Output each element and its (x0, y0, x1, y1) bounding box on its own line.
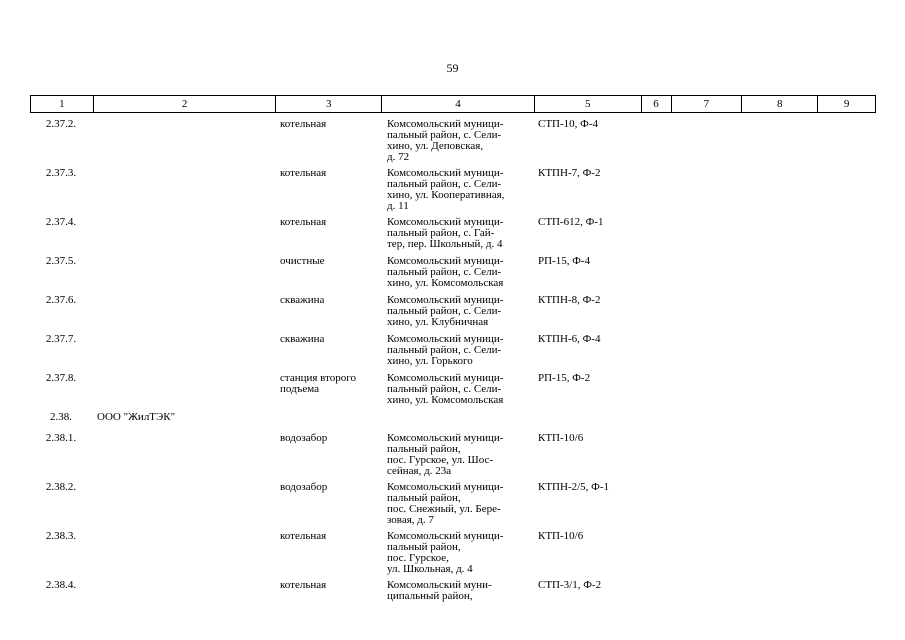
row-number-line: 2.37.8. (45, 372, 77, 384)
row-number (30, 295, 92, 306)
table-row (30, 119, 876, 168)
row-number-line: 2.38. (50, 411, 72, 423)
table-row (30, 373, 876, 412)
object-address-line: Комсомольский муници- (387, 294, 504, 306)
row-number (30, 531, 92, 542)
table-row (30, 217, 876, 256)
power-source-line: КТП-10/6 (538, 432, 584, 444)
object-address-line: Комсомольский муници- (387, 255, 504, 267)
row-number-line: 2.38.1. (45, 432, 77, 444)
object-address (387, 482, 532, 526)
object-address-line: Комсомольский муници- (387, 167, 504, 179)
row-number (30, 168, 92, 179)
object-address-line: тер, пер. Школьный, д. 4 (387, 238, 503, 250)
object-address (387, 295, 532, 328)
object-address-line: Комсомольский муници- (387, 481, 504, 493)
object-address-line: Комсомольский муници- (387, 118, 504, 130)
object-address (387, 217, 532, 250)
table-row (30, 295, 876, 334)
object-address-line: Комсомольский муници- (387, 333, 504, 345)
object-name-line: котельная (280, 579, 327, 591)
power-source (538, 433, 642, 444)
power-source (538, 482, 642, 493)
object-address-line: Комсомольский муни- (387, 579, 492, 591)
power-source (538, 295, 642, 306)
power-source (538, 168, 642, 179)
object-address (387, 334, 532, 367)
row-number (30, 373, 92, 384)
object-address-line: пальный район, с. Сели- (387, 129, 502, 141)
object-name (280, 373, 382, 395)
object-address-line: пальный район, с. Сели- (387, 383, 502, 395)
object-name (280, 217, 382, 228)
row-number-line: 2.37.7. (45, 333, 77, 345)
power-source-line: КТПН-8, Ф-2 (538, 294, 601, 306)
column-header: 6 (641, 96, 671, 112)
table-header-row (30, 95, 876, 113)
object-address-line: хино, ул. Комсомольская (387, 277, 504, 289)
object-name (280, 531, 382, 542)
column-header: 3 (275, 96, 381, 112)
row-number (30, 119, 92, 130)
column-header: 4 (381, 96, 534, 112)
object-name-line: котельная (280, 216, 327, 228)
table-row (30, 531, 876, 580)
object-address-line: Комсомольский муници- (387, 372, 504, 384)
object-address-line: ул. Школьная, д. 4 (387, 563, 473, 575)
object-address (387, 531, 532, 575)
organization-name-line: ООО "ЖилТЭК" (97, 411, 176, 423)
power-source-line: КТПН-2/5, Ф-1 (538, 481, 610, 493)
power-source-line: РП-15, Ф-4 (538, 255, 591, 267)
object-address-line: ципальный район, (387, 590, 473, 602)
row-number (30, 334, 92, 345)
power-source (538, 119, 642, 130)
row-number-line: 2.37.6. (45, 294, 77, 306)
row-number-line: 2.37.3. (45, 167, 77, 179)
object-address-line: пос. Гурское, (387, 552, 449, 564)
power-source (538, 531, 642, 542)
row-number-line: 2.38.2. (45, 481, 77, 493)
power-source (538, 373, 642, 384)
power-source (538, 217, 642, 228)
object-address-line: Комсомольский муници- (387, 216, 504, 228)
object-address (387, 580, 532, 602)
object-name-line: скважина (280, 333, 325, 345)
row-number (30, 256, 92, 267)
object-address-line: Комсомольский муници- (387, 432, 504, 444)
power-source-line: КТП-10/6 (538, 530, 584, 542)
column-header: 5 (534, 96, 641, 112)
object-address-line: д. 72 (387, 151, 410, 163)
object-address (387, 168, 532, 212)
object-name-line: скважина (280, 294, 325, 306)
object-address-line: хино, ул. Комсомольская (387, 394, 504, 406)
row-number-line: 2.37.2. (45, 118, 77, 130)
object-address-line: пальный район, (387, 492, 461, 504)
object-address-line: пальный район, с. Сели- (387, 305, 502, 317)
column-header: 7 (671, 96, 742, 112)
row-number-line: 2.37.4. (45, 216, 77, 228)
object-address-line: пальный район, с. Гай- (387, 227, 495, 239)
object-address-line: пальный район, с. Сели- (387, 344, 502, 356)
object-address-line: пос. Снежный, ул. Бере- (387, 503, 501, 515)
row-number-line: 2.37.5. (45, 255, 77, 267)
power-source-line: КТПН-6, Ф-4 (538, 333, 601, 345)
table-row (30, 334, 876, 373)
object-name-line: водозабор (280, 432, 328, 444)
row-number (30, 580, 92, 591)
object-address-line: хино, ул. Клубничная (387, 316, 489, 328)
object-name (280, 168, 382, 179)
object-address-line: пальный район, (387, 541, 461, 553)
column-header: 9 (817, 96, 875, 112)
object-name-line: котельная (280, 167, 327, 179)
row-number-line: 2.38.4. (45, 579, 77, 591)
row-number (30, 433, 92, 444)
power-source-line: СТП-612, Ф-1 (538, 216, 604, 228)
column-header: 1 (59, 98, 65, 110)
object-name-line: котельная (280, 118, 327, 130)
object-address-line: д. 11 (387, 200, 409, 212)
object-address-line: зовая, д. 7 (387, 514, 434, 526)
object-name-line: подъема (280, 383, 320, 395)
object-name (280, 433, 382, 444)
object-name-line: станция второго (280, 372, 356, 384)
object-name-line: водозабор (280, 481, 328, 493)
object-address-line: хино, ул. Горького (387, 355, 473, 367)
table-row (30, 482, 876, 531)
object-name (280, 334, 382, 345)
row-number (30, 482, 92, 493)
power-source (538, 334, 642, 345)
page-number: 59 (446, 61, 459, 75)
object-name (280, 256, 382, 267)
object-address-line: пальный район, с. Сели- (387, 178, 502, 190)
object-name-line: котельная (280, 530, 327, 542)
object-address-line: хино, ул. Кооперативная, (387, 189, 505, 201)
object-name (280, 119, 382, 130)
table-row (30, 433, 876, 482)
power-source (538, 256, 642, 267)
table-row (30, 412, 876, 433)
object-address (387, 373, 532, 406)
object-name (280, 295, 382, 306)
object-address-line: пальный район, (387, 443, 461, 455)
object-address-line: пос. Гурское, ул. Шос- (387, 454, 494, 466)
row-number (30, 217, 92, 228)
column-header: 2 (93, 96, 276, 112)
power-source-line: КТПН-7, Ф-2 (538, 167, 601, 179)
object-address-line: сейная, д. 23а (387, 465, 452, 477)
object-address (387, 433, 532, 477)
table-row (30, 256, 876, 295)
object-name (280, 580, 382, 591)
table-row (30, 168, 876, 217)
row-number (30, 412, 92, 423)
object-name (280, 482, 382, 493)
object-address (387, 256, 532, 289)
power-source-line: РП-15, Ф-2 (538, 372, 591, 384)
power-source (538, 580, 642, 591)
object-address-line: пальный район, с. Сели- (387, 266, 502, 278)
object-address (387, 119, 532, 163)
object-address-line: Комсомольский муници- (387, 530, 504, 542)
power-source-line: СТП-3/1, Ф-2 (538, 579, 602, 591)
power-source-line: СТП-10, Ф-4 (538, 118, 599, 130)
object-name-line: очистные (280, 255, 325, 267)
organization-name (97, 412, 277, 423)
row-number-line: 2.38.3. (45, 530, 77, 542)
table-row (30, 580, 876, 610)
column-header: 8 (741, 96, 817, 112)
object-address-line: хино, ул. Деповская, (387, 140, 484, 152)
